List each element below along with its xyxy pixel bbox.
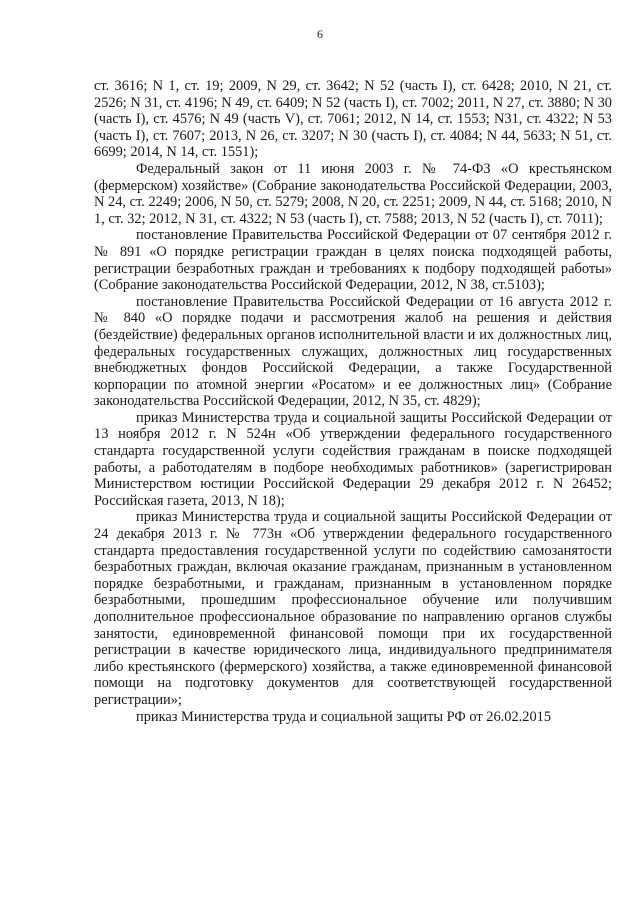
paragraph-government-decree-891: постановление Правительства Российской Федерации от 07 сентября 2012 г. № 891 «О порядке регистрации граждан в целях поиска подходящей работы, регистрации безработных граждан и требованиях к подбору подходящей работы» (Собрание законодательства Российской Федерации, 2012, N 38, ст.5103); — [94, 227, 612, 294]
paragraph-citation-continuation: ст. 3616; N 1, ст. 19; 2009, N 29, ст. 3642; N 52 (часть I), ст. 6428; 2010, N 21, ст. 2526; N 31, ст. 4196; N 49, ст. 6409; N 52 (часть I), ст. 7002; 2011, N 27, ст. 3880; N 30 (часть I), ст. 4576; N 49 (часть V), ст. 7061; 2012, N 14, ст. 1553; N31, ст. 4322; N 53 (часть I), ст. 7607; 2013, N 26, ст. 3207; N 30 (часть I), ст. 4084; N 44, 5633; N 51, ст. 6699; 2014, N 14, ст. 1551); — [94, 78, 612, 161]
paragraph-ministry-order-2015: приказ Министерства труда и социальной защиты РФ от 26.02.2015 — [136, 708, 552, 725]
page-number: 6 — [317, 27, 323, 41]
document-body — [94, 78, 612, 725]
paragraph-ministry-order-524n: приказ Министерства труда и социальной защиты Российской Федерации от 13 ноября 2012 г. N 524н «Об утверждении федерального государственного стандарта государственной услуги содействия гражданам в поиске подходящей работы, а работодателям в подборе необходимых работников» (зарегистрирован Министерством юстиции Российской Федерации 29 декабря 2012 г. N 26452; Российская газета, 2013, N 18); — [94, 409, 612, 509]
paragraph-ministry-order-773n: приказ Министерства труда и социальной защиты Российской Федерации от 24 декабря 2013 г. № 773н «Об утверждении федерального государственного стандарта предоставления государственной услуги по содействию самозанятости безработных граждан, включая оказание гражданам, признанным в установленном порядке безработными, и гражданам, признанным в установленном порядке безработными, прошедшим профессиональное обучение или получившим дополнительное профессиональное образование по направлению органов службы занятости, единовременной финансовой помощи при их государственной регистрации в качестве юридического лица, индивидуального предпринимателя либо крестьянского (фермерского) хозяйства, а также единовременной финансовой помощи на подготовку документов для соответствующей государственной регистрации»; — [94, 509, 612, 708]
paragraph-federal-law-74fz: Федеральный закон от 11 июня 2003 г. № 74-ФЗ «О крестьянском (фермерском) хозяйстве» (Собрание законодательства Российской Федерации, 2003, N 24, ст. 2249; 2006, N 50, ст. 5279; 2008, N 20, ст. 2251; 2009, N 44, ст. 5168; 2010, N 1, ст. 32; 2012, N 31, ст. 4322; N 53 (часть I), ст. 7588; 2013, N 52 (часть I), ст. 7011); — [94, 160, 612, 227]
paragraph-government-decree-840: постановление Правительства Российской Федерации от 16 августа 2012 г. № 840 «О порядке подачи и рассмотрения жалоб на решения и действия (бездействие) федеральных органов исполнительной власти и их должностных лиц, федеральных государственных служащих, должностных лиц государственных внебюджетных фондов Российской Федерации, а также Государственной корпорации по атомной энергии «Росатом» и ее должностных лиц» (Собрание законодательства Российской Федерации, 2012, N 35, ст. 4829); — [94, 293, 612, 410]
